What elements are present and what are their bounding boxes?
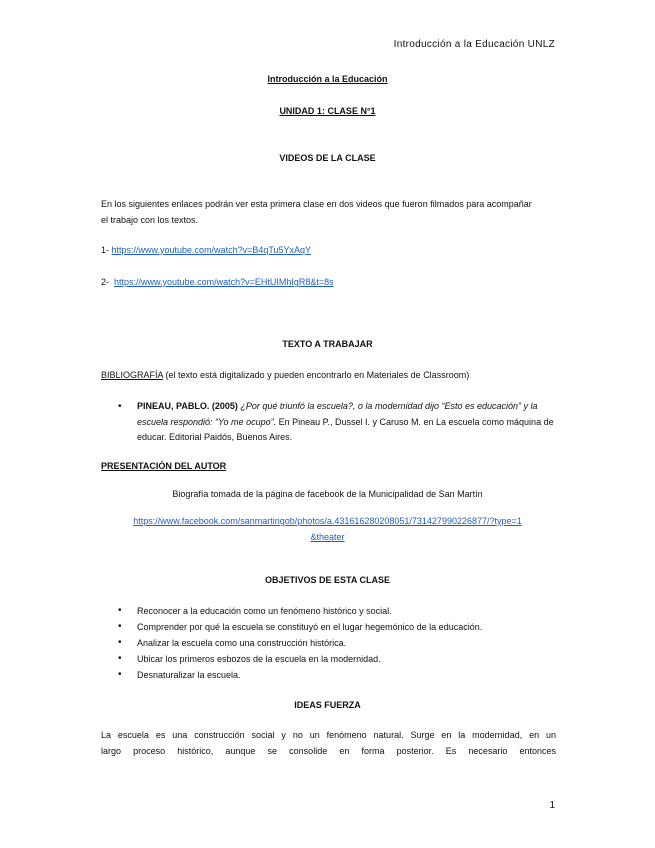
facebook-link[interactable]: https://www.facebook.com/sanmartingob/photos/a.431616280208051/731427990226877/?type=1 &theater bbox=[133, 516, 522, 542]
unit-title: UNIDAD 1: CLASE N°1 bbox=[279, 106, 376, 116]
ideas-line-1: La escuela es una construcción social y no un fenómeno natural. Surge en la modernidad, en un bbox=[101, 730, 556, 740]
video-2-prefix: 2- bbox=[101, 277, 112, 287]
texto-heading: TEXTO A TRABAJAR bbox=[282, 339, 373, 349]
bibliography-item bbox=[101, 399, 556, 446]
biblio-publication: En Pineau P., Dussel I. y Caruso M. en La escuela como máquina de educar. Editorial Paidós, Buenos Aires. bbox=[137, 416, 554, 442]
running-header: Introducción a la Educación UNLZ bbox=[393, 39, 555, 50]
biblio-author: PINEAU, PABLO. (2005) bbox=[137, 401, 241, 411]
video-1-link[interactable]: https://www.youtube.com/watch?v=B4qTu5YxAqY bbox=[111, 245, 312, 255]
videos-intro-paragraph: En los siguientes enlaces podrán ver esta primera clase en dos videos que fueron filmados para acompañar el trabajo con los textos. bbox=[101, 199, 532, 225]
objetivo-item: • Ubicar los primeros esbozos de la escuela en la modernidad. bbox=[101, 651, 556, 667]
objetivos-heading: OBJETIVOS DE ESTA CLASE bbox=[264, 575, 391, 585]
videos-heading: VIDEOS DE LA CLASE bbox=[279, 153, 376, 163]
facebook-link-block bbox=[0, 514, 655, 545]
video-link-1-line bbox=[101, 243, 311, 259]
video-link-2-line bbox=[101, 275, 334, 291]
objetivo-item: • Comprender por qué la escuela se constituyó en el lugar hegemónico de la educación. bbox=[101, 619, 556, 635]
ideas-paragraph bbox=[101, 728, 556, 759]
bibliografia-label: BIBLIOGRAFÍA bbox=[101, 370, 164, 380]
bibliography-list bbox=[101, 399, 556, 446]
page-number: 1 bbox=[549, 800, 555, 811]
biblio-title: ¿Por qué triunfó la escuela?, o la modernidad dijo “Esto es educación” y la escuela respondió: “Yo me ocupo”. bbox=[137, 401, 538, 427]
ideas-line-2: largo proceso histórico, aunque se consolide en forma posterior. Es necesario entonces bbox=[101, 745, 556, 756]
document-title: Introducción a la Educación bbox=[267, 74, 388, 84]
ideas-heading: IDEAS FUERZA bbox=[294, 700, 361, 710]
objetivo-item: • Desnaturalizar la escuela. bbox=[101, 667, 556, 683]
bibliografia-line bbox=[101, 368, 469, 384]
objetivo-item: • Analizar la escuela como una construcción histórica. bbox=[101, 635, 556, 651]
bio-caption: Biografía tomada de la página de facebook de la Municipalidad de San Martín bbox=[172, 489, 483, 499]
autor-heading: PRESENTACIÓN DEL AUTOR bbox=[101, 461, 227, 471]
bibliografia-note: (el texto está digitalizado y pueden encontrarlo en Materiales de Classroom) bbox=[163, 370, 470, 380]
video-2-link[interactable]: https://www.youtube.com/watch?v=EHtUIMhIgR8&t=8s bbox=[114, 277, 334, 287]
objetivos-list bbox=[101, 603, 556, 683]
objetivo-item: • Reconocer a la educación como un fenómeno histórico y social. bbox=[101, 603, 556, 619]
video-1-prefix: 1- bbox=[101, 245, 112, 255]
